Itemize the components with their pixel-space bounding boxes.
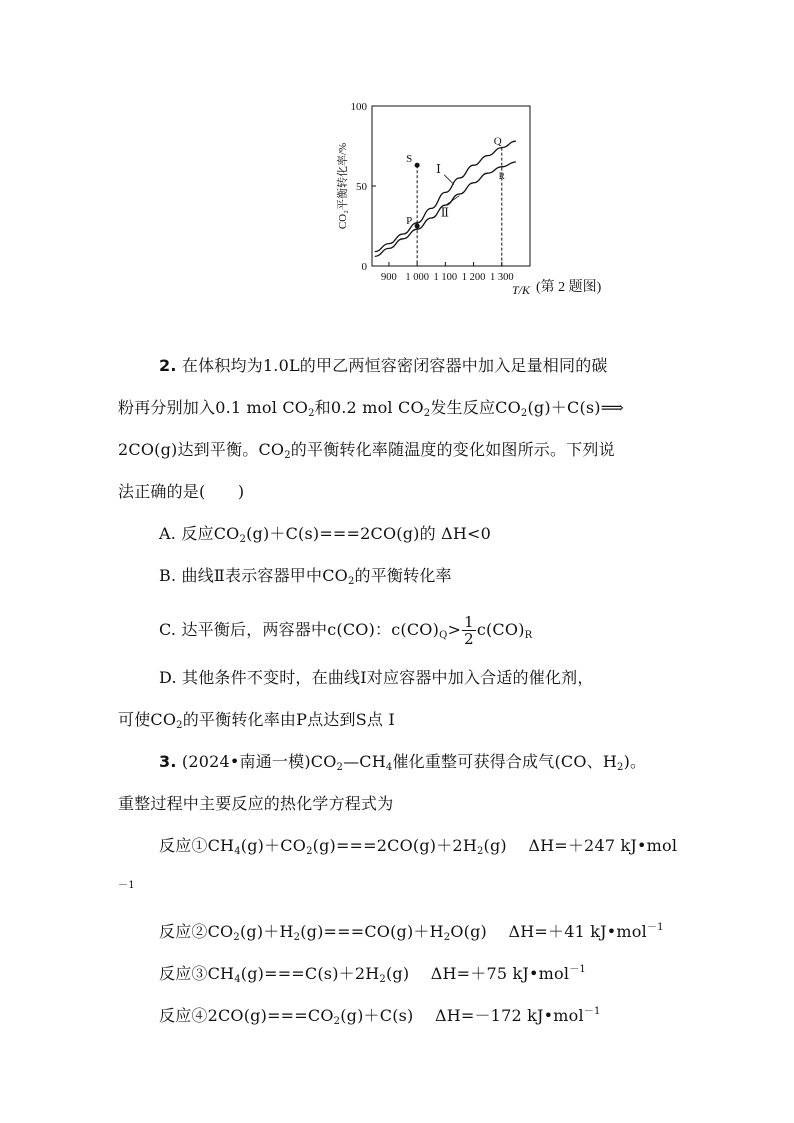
label-Q: Q: [493, 135, 502, 148]
subscript: 2: [336, 762, 344, 773]
q3-text: (2024•南通一模)CO: [181, 752, 337, 771]
subscript: 2: [617, 762, 624, 773]
q3-text: 催化重整可获得合成气(CO、H: [392, 752, 618, 771]
option-text: (g)＋C(s)===2CO(g)的 ΔH<0: [246, 524, 491, 543]
reaction-text: 反应②CO: [159, 922, 234, 941]
figure-caption: (第 2 题图): [536, 280, 602, 295]
x-axis-label: T/K: [512, 283, 531, 296]
option-text: A. 反应CO: [159, 524, 240, 543]
fraction-numerator: 1: [464, 613, 474, 631]
subscript: 2: [476, 846, 484, 857]
reaction-text: (g) ΔH=＋75 kJ•mol: [385, 964, 570, 983]
x-tick-label: 1 200: [461, 272, 486, 283]
subscript: 4: [234, 846, 241, 857]
q2-stem-text: 2CO(g)达到平衡。CO: [118, 440, 285, 459]
reaction-text: 反应③CH: [159, 964, 235, 983]
label-S: S: [406, 153, 413, 166]
subscript: 2: [233, 932, 240, 943]
reaction-text: (g)＋C(s) ΔH=－172 kJ•mol: [340, 1006, 584, 1025]
subscript: 2: [306, 846, 313, 857]
subscript: 4: [385, 762, 393, 773]
q3-number: 3.: [159, 752, 177, 771]
y-tick-label: 50: [356, 181, 367, 193]
q2-line2: [118, 398, 624, 424]
x-tick-label: 1 100: [433, 272, 458, 283]
option-text: D. 其他条件不变时，在曲线Ⅰ对应容器中加入合适的催化剂，: [159, 668, 594, 687]
q2-stem-text: 发生反应CO: [430, 398, 521, 417]
option-text: >: [447, 620, 462, 639]
x-tick-label: 900: [381, 272, 397, 283]
q2-option-c: [159, 614, 532, 647]
subscript: 2: [520, 408, 528, 419]
y-tick-label: 100: [350, 101, 367, 113]
reaction-text: 反应④2CO(g)===CO: [159, 1006, 334, 1025]
reaction-2: [159, 918, 664, 948]
conversion-chart: [330, 96, 630, 296]
q2-stem-text: 的平衡转化率随温度的变化如图所示。下列说: [290, 440, 615, 459]
option-text: 可使CO: [118, 710, 177, 729]
q3-line2: [118, 794, 393, 814]
subscript: 2: [333, 1016, 341, 1027]
x-tick-label: 1 000: [405, 272, 429, 283]
label-curve-II: Ⅱ: [440, 205, 449, 220]
q2-stem-text: 粉再分别加入0.1 mol CO: [118, 398, 309, 417]
option-text: c(CO): [476, 620, 525, 639]
y-tick-label: 0: [361, 261, 367, 273]
q3-text: 重整过程中主要反应的热化学方程式为: [118, 794, 394, 813]
superscript: －1: [118, 880, 135, 891]
q2-stem-text: 和0.2 mol CO: [314, 398, 424, 417]
y-axis-label: CO₂平衡转化率/%: [337, 142, 349, 230]
reaction-text: (g)===C(s)＋2H: [240, 964, 380, 983]
q2-stem-l1: 在体积均为1.0L的甲乙两恒容密闭容器中加入足量相同的碳: [181, 356, 608, 375]
q2-stem-text: (g)＋C(s)⟹: [527, 398, 624, 417]
figure-q2: [330, 96, 630, 296]
reaction-4: [159, 1002, 601, 1032]
option-text: B. 曲线Ⅱ表示容器甲中CO: [159, 566, 348, 585]
reaction-1-unit-wrap: [118, 876, 135, 896]
subscript: 2: [443, 932, 451, 943]
q3-line1: [159, 752, 646, 778]
subscript: 2: [423, 408, 431, 419]
q3-text: )。: [623, 752, 647, 771]
label-R: R: [498, 170, 505, 181]
superscript: －1: [646, 922, 664, 933]
x-tick-label: 1 300: [489, 272, 514, 283]
subscript: 2: [239, 534, 247, 545]
reaction-text: (g)===2CO(g)＋2H: [312, 836, 477, 855]
subscript: 2: [379, 974, 386, 985]
q3-text: —CH: [343, 752, 386, 771]
reaction-text: (g) ΔH=＋247 kJ•mol: [483, 836, 678, 855]
subscript: 2: [293, 932, 301, 943]
subscript: 2: [284, 450, 291, 461]
superscript: －1: [569, 964, 586, 975]
reaction-3: [159, 960, 586, 990]
reaction-text: O(g) ΔH=＋41 kJ•mol: [450, 922, 647, 941]
subscript: 4: [234, 974, 241, 985]
option-text: C. 达平衡后，两容器中c(CO)：c(CO): [159, 620, 440, 639]
q2-option-a: [159, 524, 491, 550]
q2-option-b: [159, 566, 452, 592]
plot-frame: [372, 106, 530, 266]
reaction-1: [159, 836, 677, 862]
fraction-denominator: 2: [464, 630, 474, 648]
option-text: 的平衡转化率: [354, 566, 452, 585]
leader-curve-II: [447, 196, 460, 205]
label-P: P: [406, 215, 413, 227]
label-curve-I: Ⅰ: [436, 161, 441, 176]
subscript: 2: [176, 720, 183, 731]
superscript: －1: [583, 1006, 601, 1017]
point-S: [415, 163, 420, 168]
fraction-one-half: [462, 614, 476, 647]
reaction-text: (g)＋CO: [240, 836, 307, 855]
q2-option-d-line2: [118, 710, 395, 736]
leader-curve-I: [444, 175, 454, 185]
q2-stem-text: 法正确的是( ): [118, 482, 245, 501]
q2-line4: [118, 482, 244, 502]
q2-number: 2.: [159, 356, 177, 375]
subscript: Q: [439, 630, 448, 641]
q2-line1: [159, 356, 608, 376]
q2-option-d-line1: [159, 668, 594, 688]
reaction-text: (g)===CO(g)＋H: [300, 922, 444, 941]
subscript: R: [524, 630, 533, 641]
subscript: 2: [347, 576, 355, 587]
reaction-text: (g)＋H: [239, 922, 294, 941]
reaction-text: 反应①CH: [159, 836, 235, 855]
subscript: 2: [308, 408, 315, 419]
option-text: 的平衡转化率由P点达到S点 I: [182, 710, 395, 729]
point-P: [415, 224, 420, 229]
series-line-1: [375, 141, 516, 251]
q2-line3: [118, 440, 615, 466]
